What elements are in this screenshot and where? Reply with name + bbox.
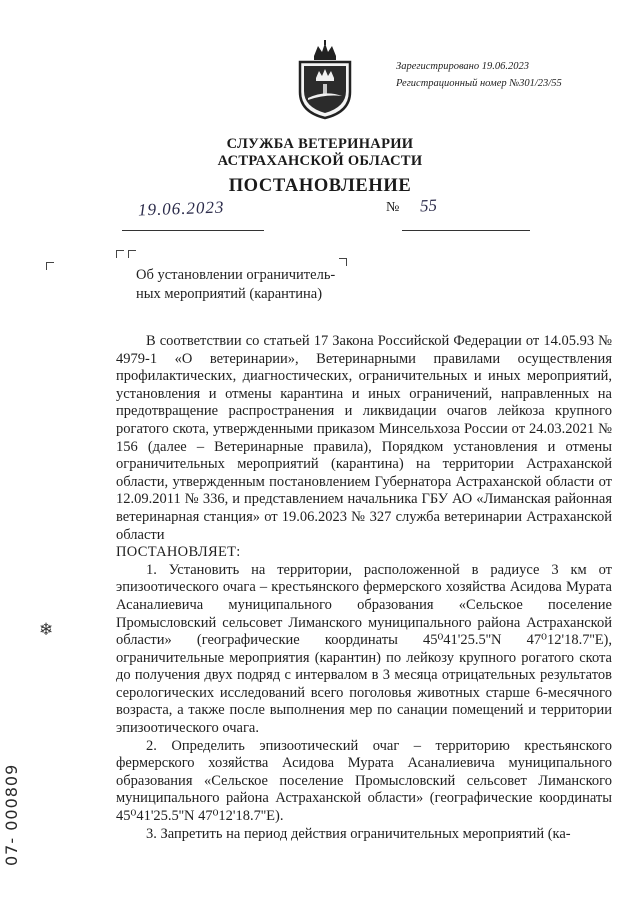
subject-line-1: Об установлении ограничитель- xyxy=(136,267,336,283)
snowflake-icon: ❄ xyxy=(39,620,54,640)
handwritten-number: 55 xyxy=(419,195,438,216)
document-body xyxy=(116,333,612,843)
issuer-line-2: АСТРАХАНСКОЙ ОБЛАСТИ xyxy=(217,153,423,169)
document-subject xyxy=(136,266,335,303)
subject-line-2: ных мероприятий (карантина) xyxy=(136,285,323,302)
item-2-paragraph: 2. Определить эпизоотический очаг – территорию крестьянского фермерского хозяйства Асидова Мурата Асаналиевича муниципального образования «Сельское поселение Промысловский сельсовет Лиманского муниципального района Астраханской области» (географические координаты 45⁰41'25.5''N 47⁰12'18.7''E). xyxy=(116,737,612,825)
number-label: № xyxy=(386,200,400,215)
registration-stamp xyxy=(396,58,562,92)
preamble-paragraph: В соответствии со статьей 17 Закона Российской Федерации от 14.05.93 № 4979-1 «О ветеринарии», Ветеринарными правилами осуществления профилактических, диагностических, ограничительных и иных мероприятий, установления и отмены карантина и иных ограничений, направленных на предотвращение распространения и ликвидации очагов лейкоза крупного рогатого скота, утвержденными приказом Минсельхоза России от 24.03.2021 № 156 (далее – Ветеринарные правила), Порядком установления и отмены ограничительных мероприятий (карантина) на территории Астраханской области, утвержденным постановлением Губернатора Астраханской области от 12.09.2011 № 336, и представлением начальника ГБУ АО «Лиманская районная ветеринарная станция» от 19.06.2023 № 327 служба ветеринарии Астраханской области xyxy=(116,333,612,543)
registration-number: Регистрационный номер №301/23/55 xyxy=(396,78,562,89)
corner-mark-left xyxy=(46,262,54,270)
corner-mark-subject-left-1 xyxy=(116,250,124,258)
item-1-paragraph: 1. Установить на территории, расположенной в радиусе 3 км от эпизоотического очага – крестьянского фермерского хозяйства Асидова Мурата Асаналиевича муниципального образования «Сельское поселение Промысловский сельсовет Лиманского муниципального района Астраханской области» (географические координаты 45⁰41'25.5''N 47⁰12'18.7''E), ограничительные мероприятия (карантин) по лейкозу крупного рогатого скота до получения двух подряд с интервалом в 3 месяца отрицательных результатов серологических исследований всего поголовья животных старше 6-месячного возраста, а также после выполнения мер по санации помещений и территории эпизоотического очага. xyxy=(116,561,612,737)
handwritten-date: 19.06.2023 xyxy=(137,197,225,220)
registration-date: Зарегистрировано 19.06.2023 xyxy=(396,61,530,72)
item-3-paragraph: 3. Запретить на период действия ограничительных мероприятий (ка- xyxy=(146,825,571,842)
corner-mark-subject-left-2 xyxy=(128,250,136,258)
document-type-title: ПОСТАНОВЛЕНИЕ xyxy=(228,176,412,196)
corner-mark-subject-right xyxy=(339,258,347,266)
side-registration-number: 07- 000809 xyxy=(2,763,21,866)
issuer-line-1: СЛУЖБА ВЕТЕРИНАРИИ xyxy=(226,136,414,152)
coat-of-arms-emblem xyxy=(294,40,356,120)
decree-word: ПОСТАНОВЛЯЕТ: xyxy=(116,544,241,561)
